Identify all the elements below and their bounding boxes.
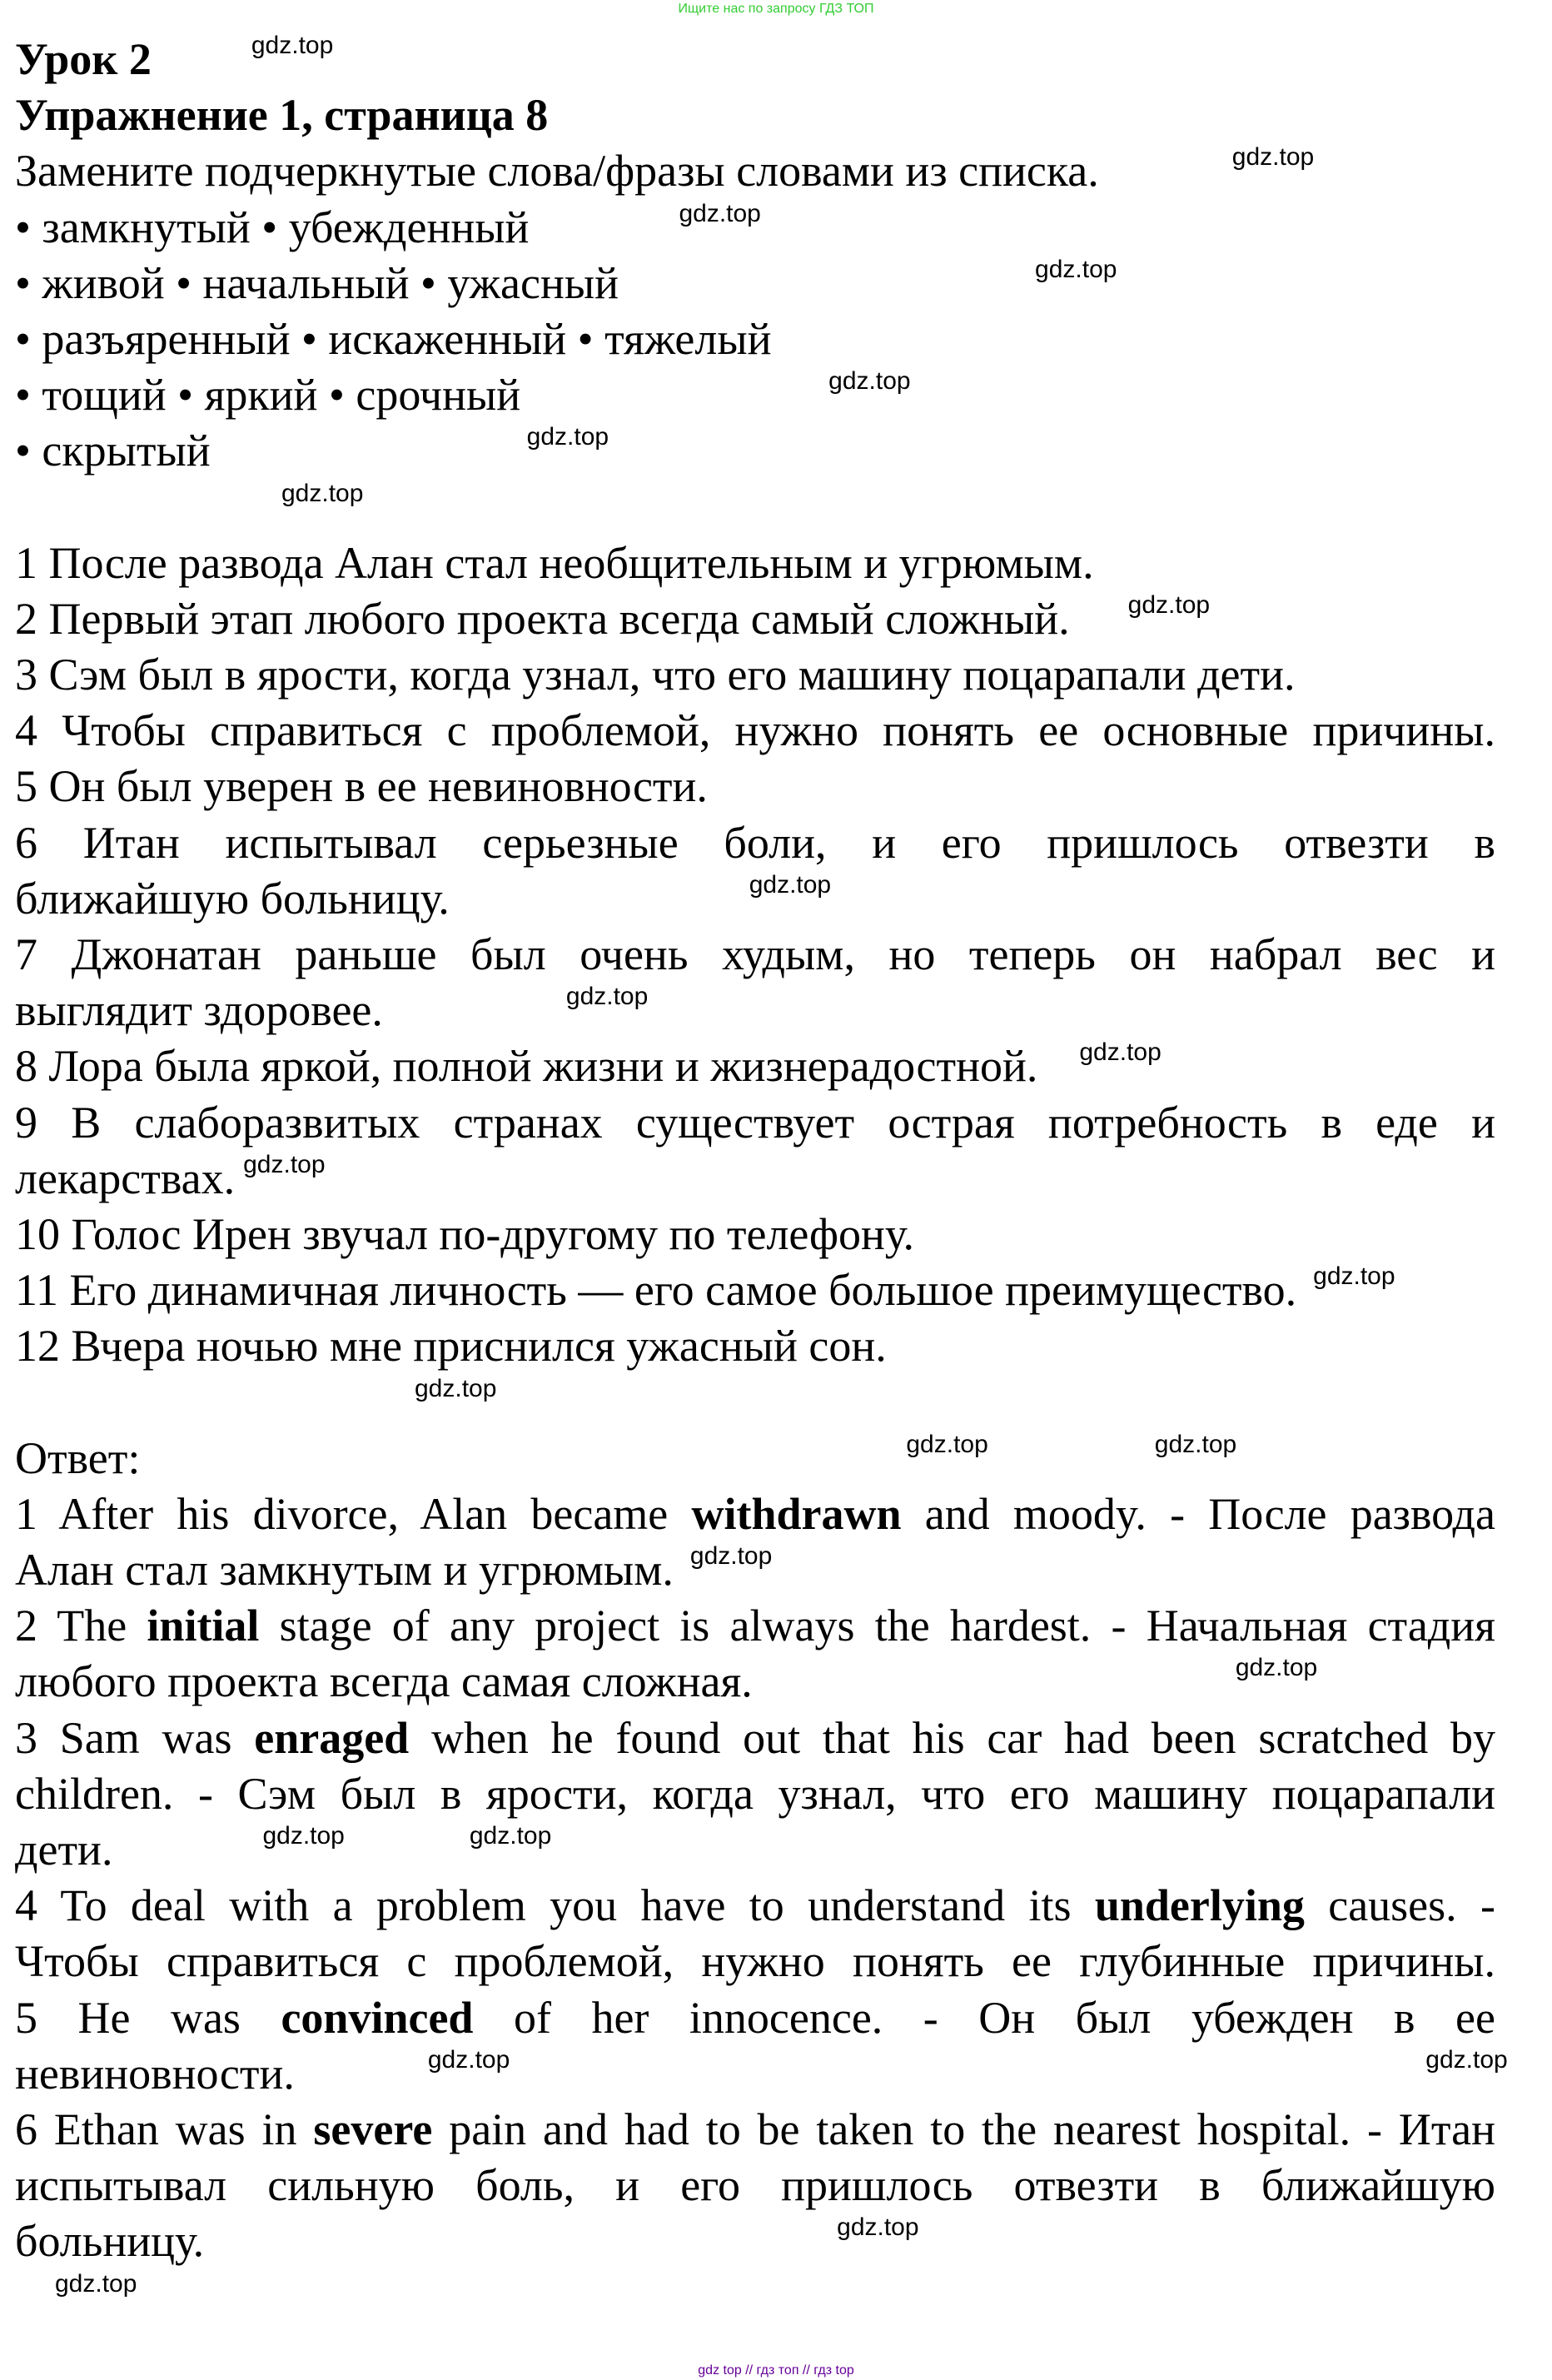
answer-text: 5 He was [15, 1992, 281, 2043]
answer-text: любого проекта всегда самая сложная. [15, 1656, 753, 1707]
answer-line [15, 2158, 1495, 2213]
document-body [15, 32, 1508, 2326]
question-line [15, 927, 1495, 983]
answer-line [15, 1878, 1495, 1934]
watermark: gdz.top [1425, 2045, 1508, 2074]
answer-text: of her innocence. - Он был убежден в ее [473, 1992, 1495, 2043]
top-banner: Ищите нас по запросу ГДЗ ТОП [678, 2, 874, 16]
answer-line [15, 2045, 1508, 2102]
answer-text: stage of any project is always the hardest. - Начальная стадия [259, 1601, 1495, 1651]
word-list-line-text: • скрытый [15, 426, 211, 476]
word-list-line [15, 200, 1495, 256]
instruction-text: Замените подчеркнутые слова/фразы словами из списка. [15, 146, 1099, 197]
word-list-line [15, 311, 1495, 367]
question-line-text: 8 Лора была яркой, полной жизни и жизнерадостной. [15, 1041, 1038, 1092]
word-list-line-text: • тощий • яркий • срочный [15, 370, 521, 421]
question-line-text: 7 Джонатан раньше был очень худым, но теперь он набрал вес и [15, 929, 1495, 979]
instruction [15, 143, 1495, 199]
spacer [15, 2270, 1495, 2326]
bottom-banner: gdz top // гдз топ // гдз top [698, 2363, 854, 2378]
watermark: gdz.top [906, 1430, 988, 1458]
question-line [15, 759, 1495, 814]
answer-line [15, 1598, 1495, 1654]
answer-text: 6 Ethan was in [15, 2104, 314, 2154]
watermark: gdz.top [689, 1542, 773, 1571]
answer-text: больницу. [15, 2216, 205, 2267]
question-line [15, 1095, 1495, 1151]
word-list-line [15, 256, 1495, 311]
watermark: gdz.top [526, 423, 609, 451]
watermark: gdz.top [251, 32, 334, 59]
question-line [15, 535, 1495, 591]
answer-text: children. - Сэм был в ярости, когда узнал, что его машину поцарапали [15, 1768, 1495, 1819]
watermark: gdz.top [1231, 143, 1315, 172]
word-list-line-text: • разъяренный • искаженный • тяжелый [15, 313, 772, 364]
word-list-line-text: • живой • начальный • ужасный [15, 257, 619, 308]
watermark: gdz.top [679, 199, 761, 227]
spacer [15, 1375, 1495, 1431]
question-line [15, 1151, 1495, 1207]
answer-text: дети. [15, 1825, 113, 1875]
question-line-text: 2 Первый этап любого проекта всегда самый сложный. [15, 593, 1070, 644]
answer-keyword: severe [313, 2104, 433, 2154]
answer-line [15, 1654, 1495, 1710]
watermark: gdz.top [1127, 590, 1211, 619]
question-line [15, 1318, 1495, 1374]
lesson-title [15, 32, 1495, 87]
question-line [15, 1207, 1495, 1262]
question-line [15, 591, 1495, 647]
answer-keyword: withdrawn [691, 1488, 902, 1539]
lesson-title-text: Урок 2 [15, 34, 152, 84]
answer-line [15, 1542, 1495, 1598]
watermark: gdz.top [1313, 1262, 1395, 1291]
answer-text: испытывал сильную боль, и его пришлось отвезти в ближайшую [15, 2160, 1495, 2211]
answer-keyword: initial [147, 1601, 260, 1651]
watermark: gdz.top [55, 2269, 137, 2298]
word-list-line [15, 367, 1495, 423]
question-line-text: выглядит здоровее. [15, 985, 383, 1036]
answer-text: pain and had to be taken to the nearest hospital. - Итан [432, 2104, 1495, 2154]
exercise-title-text: Упражнение 1, страница 8 [15, 90, 549, 141]
answer-line [15, 2213, 1495, 2269]
watermark: gdz.top [565, 983, 649, 1011]
question-line-text: лекарствах. [15, 1153, 236, 1203]
watermark: gdz.top [427, 2045, 510, 2074]
watermark: gdz.top [243, 1150, 326, 1178]
answer-label [15, 1431, 1495, 1486]
question-line-text: 4 Чтобы справиться с проблемой, нужно понять ее основные причины. [15, 705, 1495, 756]
answer-text: Алан стал замкнутым и угрюмым. [15, 1545, 674, 1596]
answer-keyword: underlying [1094, 1880, 1305, 1931]
answer-text: 4 To deal with a problem you have to understand its [15, 1880, 1095, 1931]
question-line [15, 871, 1495, 927]
watermark: gdz.top [415, 1374, 497, 1402]
answer-label-text: Ответ: [15, 1432, 141, 1483]
word-list-line [15, 423, 1495, 479]
answer-text: causes. - [1304, 1880, 1495, 1931]
question-line [15, 815, 1495, 871]
answer-keyword: enraged [254, 1712, 410, 1763]
word-list-line-text: • замкнутый • убежденный [15, 202, 530, 252]
watermark: gdz.top [469, 1822, 552, 1850]
answer-line [15, 1766, 1495, 1822]
question-line-text: 10 Голос Ирен звучал по-другому по телефону. [15, 1208, 915, 1259]
question-line [15, 1038, 1495, 1094]
watermark: gdz.top [1235, 1654, 1318, 1682]
question-line-text: 5 Он был уверен в ее невиновности. [15, 761, 708, 812]
answer-text: невиновности. [15, 2048, 295, 2099]
answer-line [15, 1822, 1495, 1878]
question-line-text: 6 Итан испытывал серьезные боли, и его пришлось отвезти в [15, 817, 1495, 868]
answer-text: 1 After his divorce, Alan became [15, 1488, 692, 1539]
answer-line [15, 1710, 1495, 1766]
answer-text: when he found out that his car had been scratched by [409, 1712, 1496, 1763]
question-line-text: 9 В слаборазвитых странах существует острая потребность в еде и [15, 1097, 1495, 1148]
question-line [15, 703, 1495, 759]
answer-keyword: convinced [281, 1992, 474, 2043]
watermark: gdz.top [1154, 1430, 1237, 1458]
watermark: gdz.top [828, 367, 911, 396]
question-line-text: 11 Его динамичная личность — его самое большое преимущество. [15, 1265, 1297, 1316]
question-line-text: ближайшую больницу. [15, 873, 450, 924]
watermark: gdz.top [837, 2213, 919, 2242]
answer-text: Чтобы справиться с проблемой, нужно понять ее глубинные причины. [15, 1936, 1495, 1987]
question-line [15, 647, 1495, 703]
exercise-title [15, 87, 1495, 143]
watermark: gdz.top [1035, 255, 1117, 283]
question-line-text: 3 Сэм был в ярости, когда узнал, что его машину поцарапали дети. [15, 650, 1296, 700]
answer-line [15, 2102, 1495, 2158]
answer-text: and moody. - После развода [901, 1488, 1496, 1539]
answer-text: 3 Sam was [15, 1712, 255, 1763]
question-line [15, 1262, 1495, 1318]
watermark: gdz.top [281, 479, 364, 507]
question-line [15, 983, 1495, 1038]
watermark: gdz.top [262, 1822, 345, 1850]
answer-line [15, 1990, 1495, 2046]
answer-text: 2 The [15, 1601, 147, 1651]
answer-line [15, 1486, 1495, 1542]
watermark: gdz.top [749, 870, 832, 899]
spacer [15, 480, 1495, 535]
question-line-text: 1 После развода Алан стал необщительным и угрюмым. [15, 537, 1094, 588]
answer-line [15, 1934, 1495, 1989]
watermark: gdz.top [1079, 1038, 1162, 1067]
question-line-text: 12 Вчера ночью мне приснился ужасный сон. [15, 1321, 887, 1372]
